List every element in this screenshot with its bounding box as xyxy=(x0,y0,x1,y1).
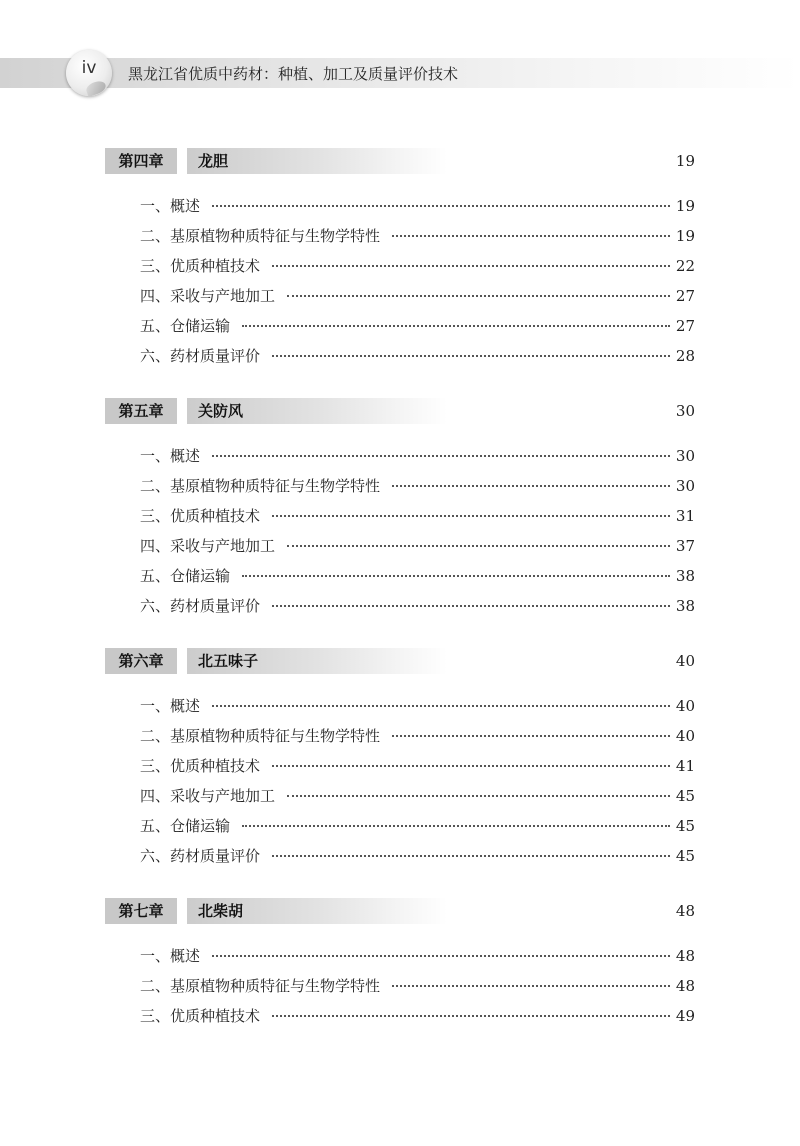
chapter-title: 北五味子 xyxy=(198,652,259,670)
dot-leader xyxy=(272,855,670,857)
entry-label: 二、基原植物种质特征与生物学特性 xyxy=(140,227,381,245)
dot-leader xyxy=(272,1015,670,1017)
dot-leader xyxy=(392,235,670,237)
dot-leader xyxy=(272,265,670,267)
entry-label: 一、概述 xyxy=(140,697,201,715)
entry-page: 27 xyxy=(675,317,695,335)
entry-label: 六、药材质量评价 xyxy=(140,597,261,615)
chapter-heading[interactable] xyxy=(105,148,695,174)
entry-page: 30 xyxy=(675,477,695,495)
entry-label: 二、基原植物种质特征与生物学特性 xyxy=(140,477,381,495)
book-title: 黑龙江省优质中药材：种植、加工及质量评价技术 xyxy=(128,65,459,83)
chapter-title: 龙胆 xyxy=(198,152,229,170)
entry-label: 四、采收与产地加工 xyxy=(140,537,276,555)
dot-leader xyxy=(392,985,670,987)
dot-leader xyxy=(212,455,670,457)
toc-entry[interactable] xyxy=(140,755,695,777)
toc-entry[interactable] xyxy=(140,945,695,967)
dot-leader xyxy=(392,735,670,737)
toc-entry[interactable] xyxy=(140,815,695,837)
chapter-number: 第五章 xyxy=(105,398,177,424)
chapter-page: 48 xyxy=(675,902,695,920)
entry-page: 31 xyxy=(675,507,695,525)
entry-label: 四、采收与产地加工 xyxy=(140,287,276,305)
entry-page: 38 xyxy=(675,597,695,615)
toc-entry[interactable] xyxy=(140,975,695,997)
toc-entry[interactable] xyxy=(140,845,695,867)
entry-label: 二、基原植物种质特征与生物学特性 xyxy=(140,977,381,995)
entry-page: 48 xyxy=(675,977,695,995)
entry-label: 六、药材质量评价 xyxy=(140,847,261,865)
toc-entry[interactable] xyxy=(140,445,695,467)
toc-entry[interactable] xyxy=(140,785,695,807)
toc-entry[interactable] xyxy=(140,505,695,527)
entry-page: 28 xyxy=(675,347,695,365)
chapter-heading[interactable] xyxy=(105,398,695,424)
toc-entry[interactable] xyxy=(140,475,695,497)
toc-entry[interactable] xyxy=(140,535,695,557)
chapter-page: 40 xyxy=(675,652,695,670)
toc-entry[interactable] xyxy=(140,285,695,307)
entry-label: 一、概述 xyxy=(140,447,201,465)
entry-label: 四、采收与产地加工 xyxy=(140,787,276,805)
entry-label: 二、基原植物种质特征与生物学特性 xyxy=(140,727,381,745)
dot-leader xyxy=(272,355,670,357)
entry-label: 三、优质种植技术 xyxy=(140,507,261,525)
dot-leader xyxy=(212,955,670,957)
entry-page: 48 xyxy=(675,947,695,965)
toc-entry[interactable] xyxy=(140,225,695,247)
dot-leader xyxy=(242,325,670,327)
entry-page: 19 xyxy=(675,197,695,215)
entry-label: 一、概述 xyxy=(140,947,201,965)
entry-page: 45 xyxy=(675,787,695,805)
entry-label: 三、优质种植技术 xyxy=(140,257,261,275)
toc-entry[interactable] xyxy=(140,1005,695,1027)
entry-page: 41 xyxy=(675,757,695,775)
entry-label: 五、仓储运输 xyxy=(140,317,231,335)
toc-entry[interactable] xyxy=(140,315,695,337)
chapter-page: 19 xyxy=(675,152,695,170)
entry-page: 38 xyxy=(675,567,695,585)
dot-leader xyxy=(287,295,670,297)
entry-page: 49 xyxy=(675,1007,695,1025)
chapter-number: 第四章 xyxy=(105,148,177,174)
dot-leader xyxy=(272,515,670,517)
chapter-heading[interactable] xyxy=(105,898,695,924)
entry-page: 30 xyxy=(675,447,695,465)
dot-leader xyxy=(287,545,670,547)
entry-page: 27 xyxy=(675,287,695,305)
entry-page: 45 xyxy=(675,817,695,835)
dot-leader xyxy=(242,825,670,827)
chapter-title: 北柴胡 xyxy=(198,902,244,920)
toc-entry[interactable] xyxy=(140,695,695,717)
chapter-page: 30 xyxy=(675,402,695,420)
chapter-number: 第六章 xyxy=(105,648,177,674)
entry-page: 37 xyxy=(675,537,695,555)
dot-leader xyxy=(272,765,670,767)
toc-entry[interactable] xyxy=(140,725,695,747)
entry-label: 三、优质种植技术 xyxy=(140,757,261,775)
dot-leader xyxy=(272,605,670,607)
entry-label: 五、仓储运输 xyxy=(140,817,231,835)
dot-leader xyxy=(242,575,670,577)
entry-label: 五、仓储运输 xyxy=(140,567,231,585)
entry-page: 22 xyxy=(675,257,695,275)
page-number: iv xyxy=(81,58,97,78)
entry-page: 40 xyxy=(675,697,695,715)
toc-entry[interactable] xyxy=(140,195,695,217)
toc-entry[interactable] xyxy=(140,565,695,587)
entry-page: 19 xyxy=(675,227,695,245)
toc-entry[interactable] xyxy=(140,255,695,277)
entry-label: 六、药材质量评价 xyxy=(140,347,261,365)
dot-leader xyxy=(212,205,670,207)
dot-leader xyxy=(287,795,670,797)
entry-page: 45 xyxy=(675,847,695,865)
chapter-heading[interactable] xyxy=(105,648,695,674)
toc-entry[interactable] xyxy=(140,345,695,367)
dot-leader xyxy=(212,705,670,707)
chapter-number: 第七章 xyxy=(105,898,177,924)
toc-entry[interactable] xyxy=(140,595,695,617)
chapter-title: 关防风 xyxy=(198,402,244,420)
entry-label: 三、优质种植技术 xyxy=(140,1007,261,1025)
entry-label: 一、概述 xyxy=(140,197,201,215)
entry-page: 40 xyxy=(675,727,695,745)
dot-leader xyxy=(392,485,670,487)
